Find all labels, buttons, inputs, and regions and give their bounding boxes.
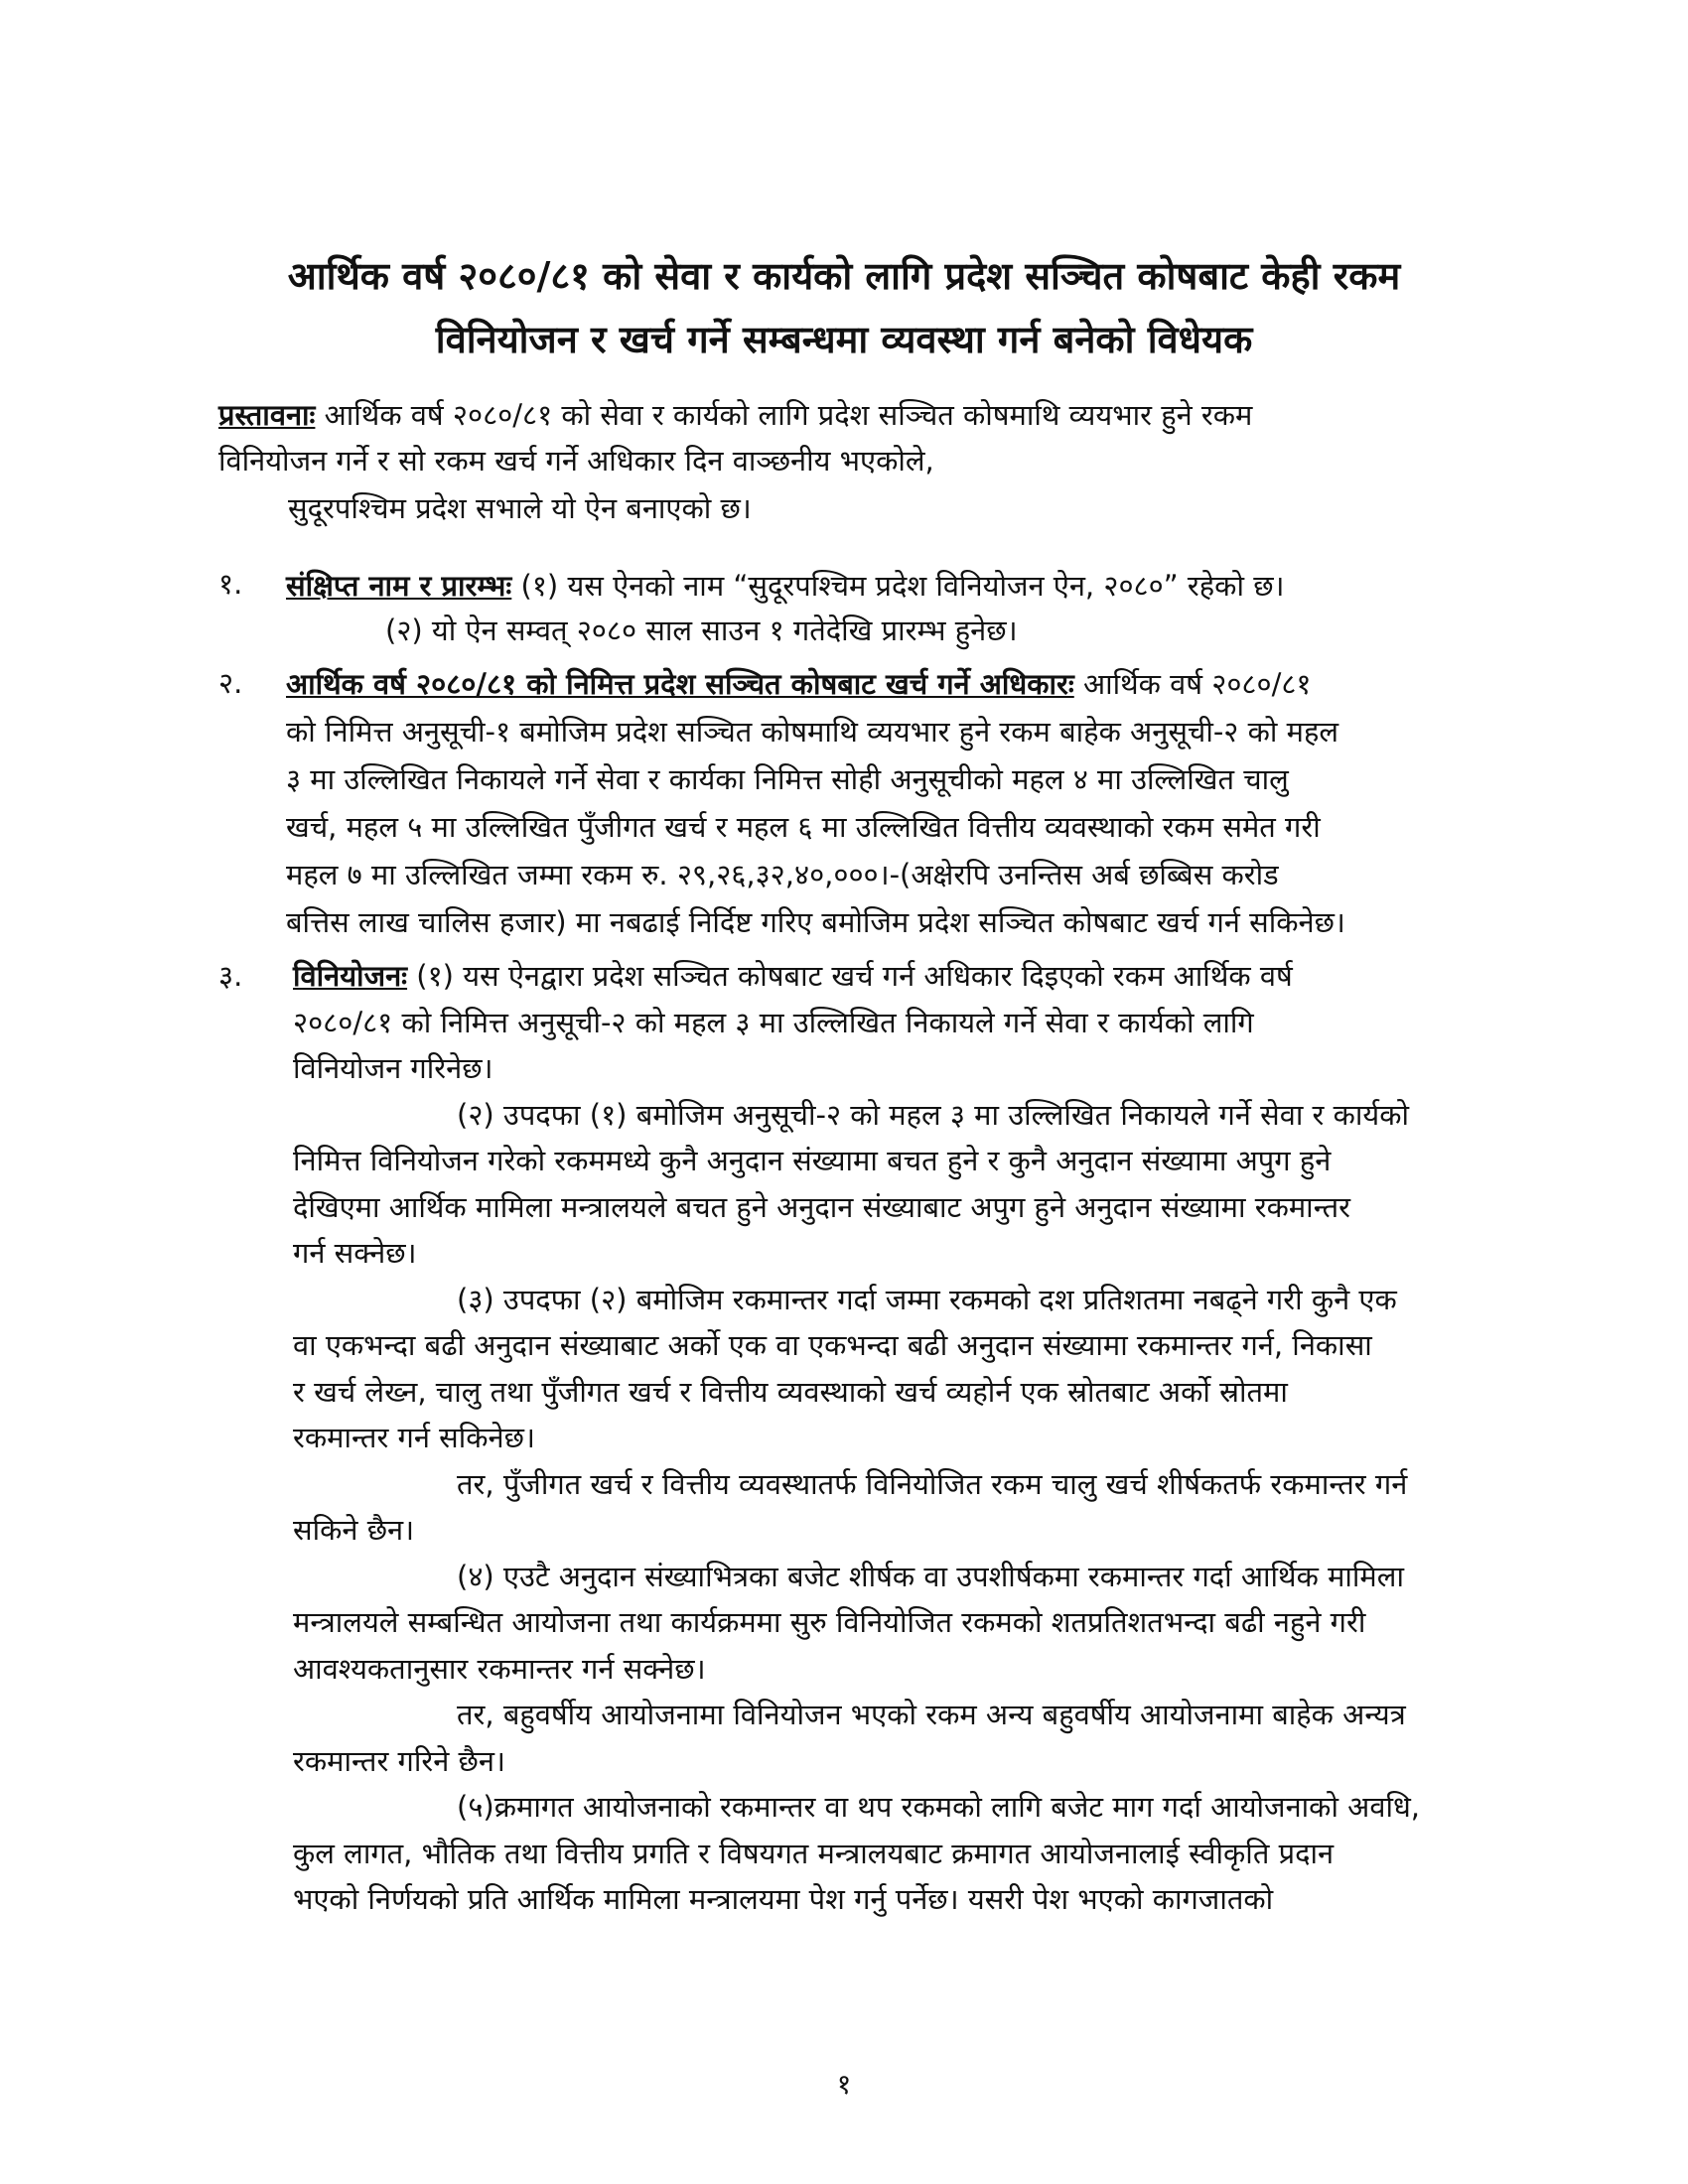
section-2-heading: आर्थिक वर्ष २०८०/८१ को निमित्त प्रदेश सञ्चित कोषबाट खर्च गर्ने अधिकारः [286, 667, 1074, 701]
section-2-line-1: आर्थिक वर्ष २०८०/८१ [1073, 667, 1312, 701]
section-3-line-20: कुल लागत, भौतिक तथा वित्तीय प्रगति र विषयगत मन्त्रालयबाट क्रमागत आयोजनालाई स्वीकृति प्रदान [293, 1836, 1335, 1870]
title-line-1: आर्थिक वर्ष २०८०/८१ को सेवा र कार्यको लागि प्रदेश सञ्चित कोषबाट केही रकम [287, 254, 1401, 298]
section-2-number: २. [218, 666, 243, 700]
section-3-line-21: भएको निर्णयको प्रति आर्थिक मामिला मन्त्रालयमा पेश गर्नु पर्नेछ। यसरी पेश भएको कागजातको [293, 1882, 1274, 1916]
section-3-line-15: मन्त्रालयले सम्बन्धित आयोजना तथा कार्यक्रममा सुरु विनियोजित रकमको शतप्रतिशतभन्दा बढी नहुने गरी [293, 1605, 1366, 1639]
section-3-line-8: (३) उपदफा (२) बमोजिम रकमान्तर गर्दा जम्मा रकमको दश प्रतिशतमा नबढ्ने गरी कुनै एक [457, 1282, 1397, 1316]
section-3-line-18: रकमान्तर गरिने छैन। [293, 1743, 505, 1778]
section-1-heading: संक्षिप्त नाम र प्रारम्भः [286, 569, 512, 603]
section-3-line-4: (२) उपदफा (१) बमोजिम अनुसूची-२ को महल ३ मा उल्लिखित निकायले गर्ने सेवा र कार्यको [457, 1097, 1410, 1132]
section-1 [286, 561, 1475, 656]
preamble-text-1: आर्थिक वर्ष २०८०/८१ को सेवा र कार्यको लागि प्रदेश सञ्चित कोषमाथि व्ययभार हुने रकम [315, 398, 1253, 432]
section-3-line-2: २०८०/८१ को निमित्त अनुसूची-२ को महल ३ मा उल्लिखित निकायले गर्ने सेवा र कार्यको लागि [293, 1005, 1254, 1039]
page-number: १ [836, 2068, 852, 2101]
section-2-line-6: बत्तिस लाख चालिस हजार) मा नबढाई निर्दिष्ट गरिए बमोजिम प्रदेश सञ्चित कोषबाट खर्च गर्न सकिनेछ। [286, 905, 1345, 939]
section-2-line-3: ३ मा उल्लिखित निकायले गर्ने सेवा र कार्यका निमित्त सोही अनुसूचीको महल ४ मा उल्लिखित चालु [286, 762, 1289, 796]
section-1-number: १. [218, 567, 243, 601]
section-3-number: ३. [218, 959, 243, 993]
section-3-line-14: (४) एउटै अनुदान संख्याभित्रका बजेट शीर्षक वा उपशीर्षकमा रकमान्तर गर्दा आर्थिक मामिला [457, 1559, 1404, 1593]
preamble [218, 392, 1475, 531]
section-3-line-19: (५)क्रमागत आयोजनाको रकमान्तर वा थप रकमको लागि बजेट माग गर्दा आयोजनाको अवधि, [457, 1790, 1421, 1824]
section-3-line-11: रकमान्तर गर्न सकिनेछ। [293, 1421, 535, 1454]
section-3-line-13: सकिने छैन। [293, 1513, 415, 1547]
section-3-line-12: तर, पुँजीगत खर्च र वित्तीय व्यवस्थातर्फ विनियोजित रकम चालु खर्च शीर्षकतर्फ रकमान्तर गर्न [457, 1466, 1408, 1501]
section-3-line-1: (१) यस ऐनद्वारा प्रदेश सञ्चित कोषबाट खर्च गर्न अधिकार दिइएको रकम आर्थिक वर्ष [407, 959, 1293, 993]
section-3-line-6: देखिएमा आर्थिक मामिला मन्त्रालयले बचत हुने अनुदान संख्याबाट अपुग हुने अनुदान संख्यामा रकमान्तर [293, 1189, 1351, 1224]
section-1-line-1: (१) यस ऐनको नाम “सुदूरपश्चिम प्रदेश विनियोजन ऐन, २०८०” रहेको छ। [511, 569, 1285, 603]
section-3-line-7: गर्न सक्नेछ। [293, 1236, 417, 1270]
section-2-line-2: को निमित्त अनुसूची-१ बमोजिम प्रदेश सञ्चित कोषमाथि व्ययभार हुने रकम बाहेक अनुसूची-२ को महल [286, 715, 1339, 749]
section-3-line-5: निमित्त विनियोजन गरेको रकममध्ये कुनै अनुदान संख्यामा बचत हुने र कुनै अनुदान संख्यामा अपुग हुने [293, 1144, 1332, 1177]
section-3-line-3: विनियोजन गरिनेछ। [293, 1051, 493, 1085]
section-1-line-2: (२) यो ऐन सम्वत् २०८० साल साउन १ गतेदेखि प्रारम्भ हुनेछ। [385, 614, 1018, 647]
preamble-text-3: सुदूरपश्चिम प्रदेश सभाले यो ऐन बनाएको छ। [288, 491, 752, 525]
title-line-2: विनियोजन र खर्च गर्ने सम्बन्धमा व्यवस्था गर्न बनेको विधेयक [435, 318, 1253, 361]
section-3-line-17: तर, बहुवर्षीय आयोजनामा विनियोजन भएको रकम अन्य बहुवर्षीय आयोजनामा बाहेक अन्यत्र [457, 1698, 1406, 1731]
preamble-label: प्रस्तावनाः [218, 398, 316, 432]
section-2-line-5: महल ७ मा उल्लिखित जम्मा रकम रु. २९,२६,३२,४०,०००।-(अक्षेरपि उनन्तिस अर्ब छब्बिस करोड [286, 858, 1279, 891]
section-3-line-16: आवश्यकतानुसार रकमान्तर गर्न सक्नेछ। [293, 1651, 706, 1686]
section-3 [293, 953, 1481, 1923]
section-2 [286, 660, 1475, 946]
section-3-heading: विनियोजनः [293, 959, 408, 993]
section-2-line-4: खर्च, महल ५ मा उल्लिखित पुँजीगत खर्च र महल ६ मा उल्लिखित वित्तीय व्यवस्थाको रकम समेत गरी [286, 810, 1321, 844]
section-3-line-9: वा एकभन्दा बढी अनुदान संख्याबाट अर्को एक वा एकभन्दा बढी अनुदान संख्यामा रकमान्तर गर्न, निकासा [293, 1328, 1372, 1362]
document-title [179, 244, 1509, 371]
preamble-text-2: विनियोजन गर्ने र सो रकम खर्च गर्ने अधिकार दिन वाञ्छनीय भएकोले, [218, 444, 934, 478]
section-3-line-10: र खर्च लेख्न, चालु तथा पुँजीगत खर्च र वित्तीय व्यवस्थाको खर्च व्यहोर्न एक स्रोतबाट अर्को स्रोतमा [293, 1374, 1288, 1409]
